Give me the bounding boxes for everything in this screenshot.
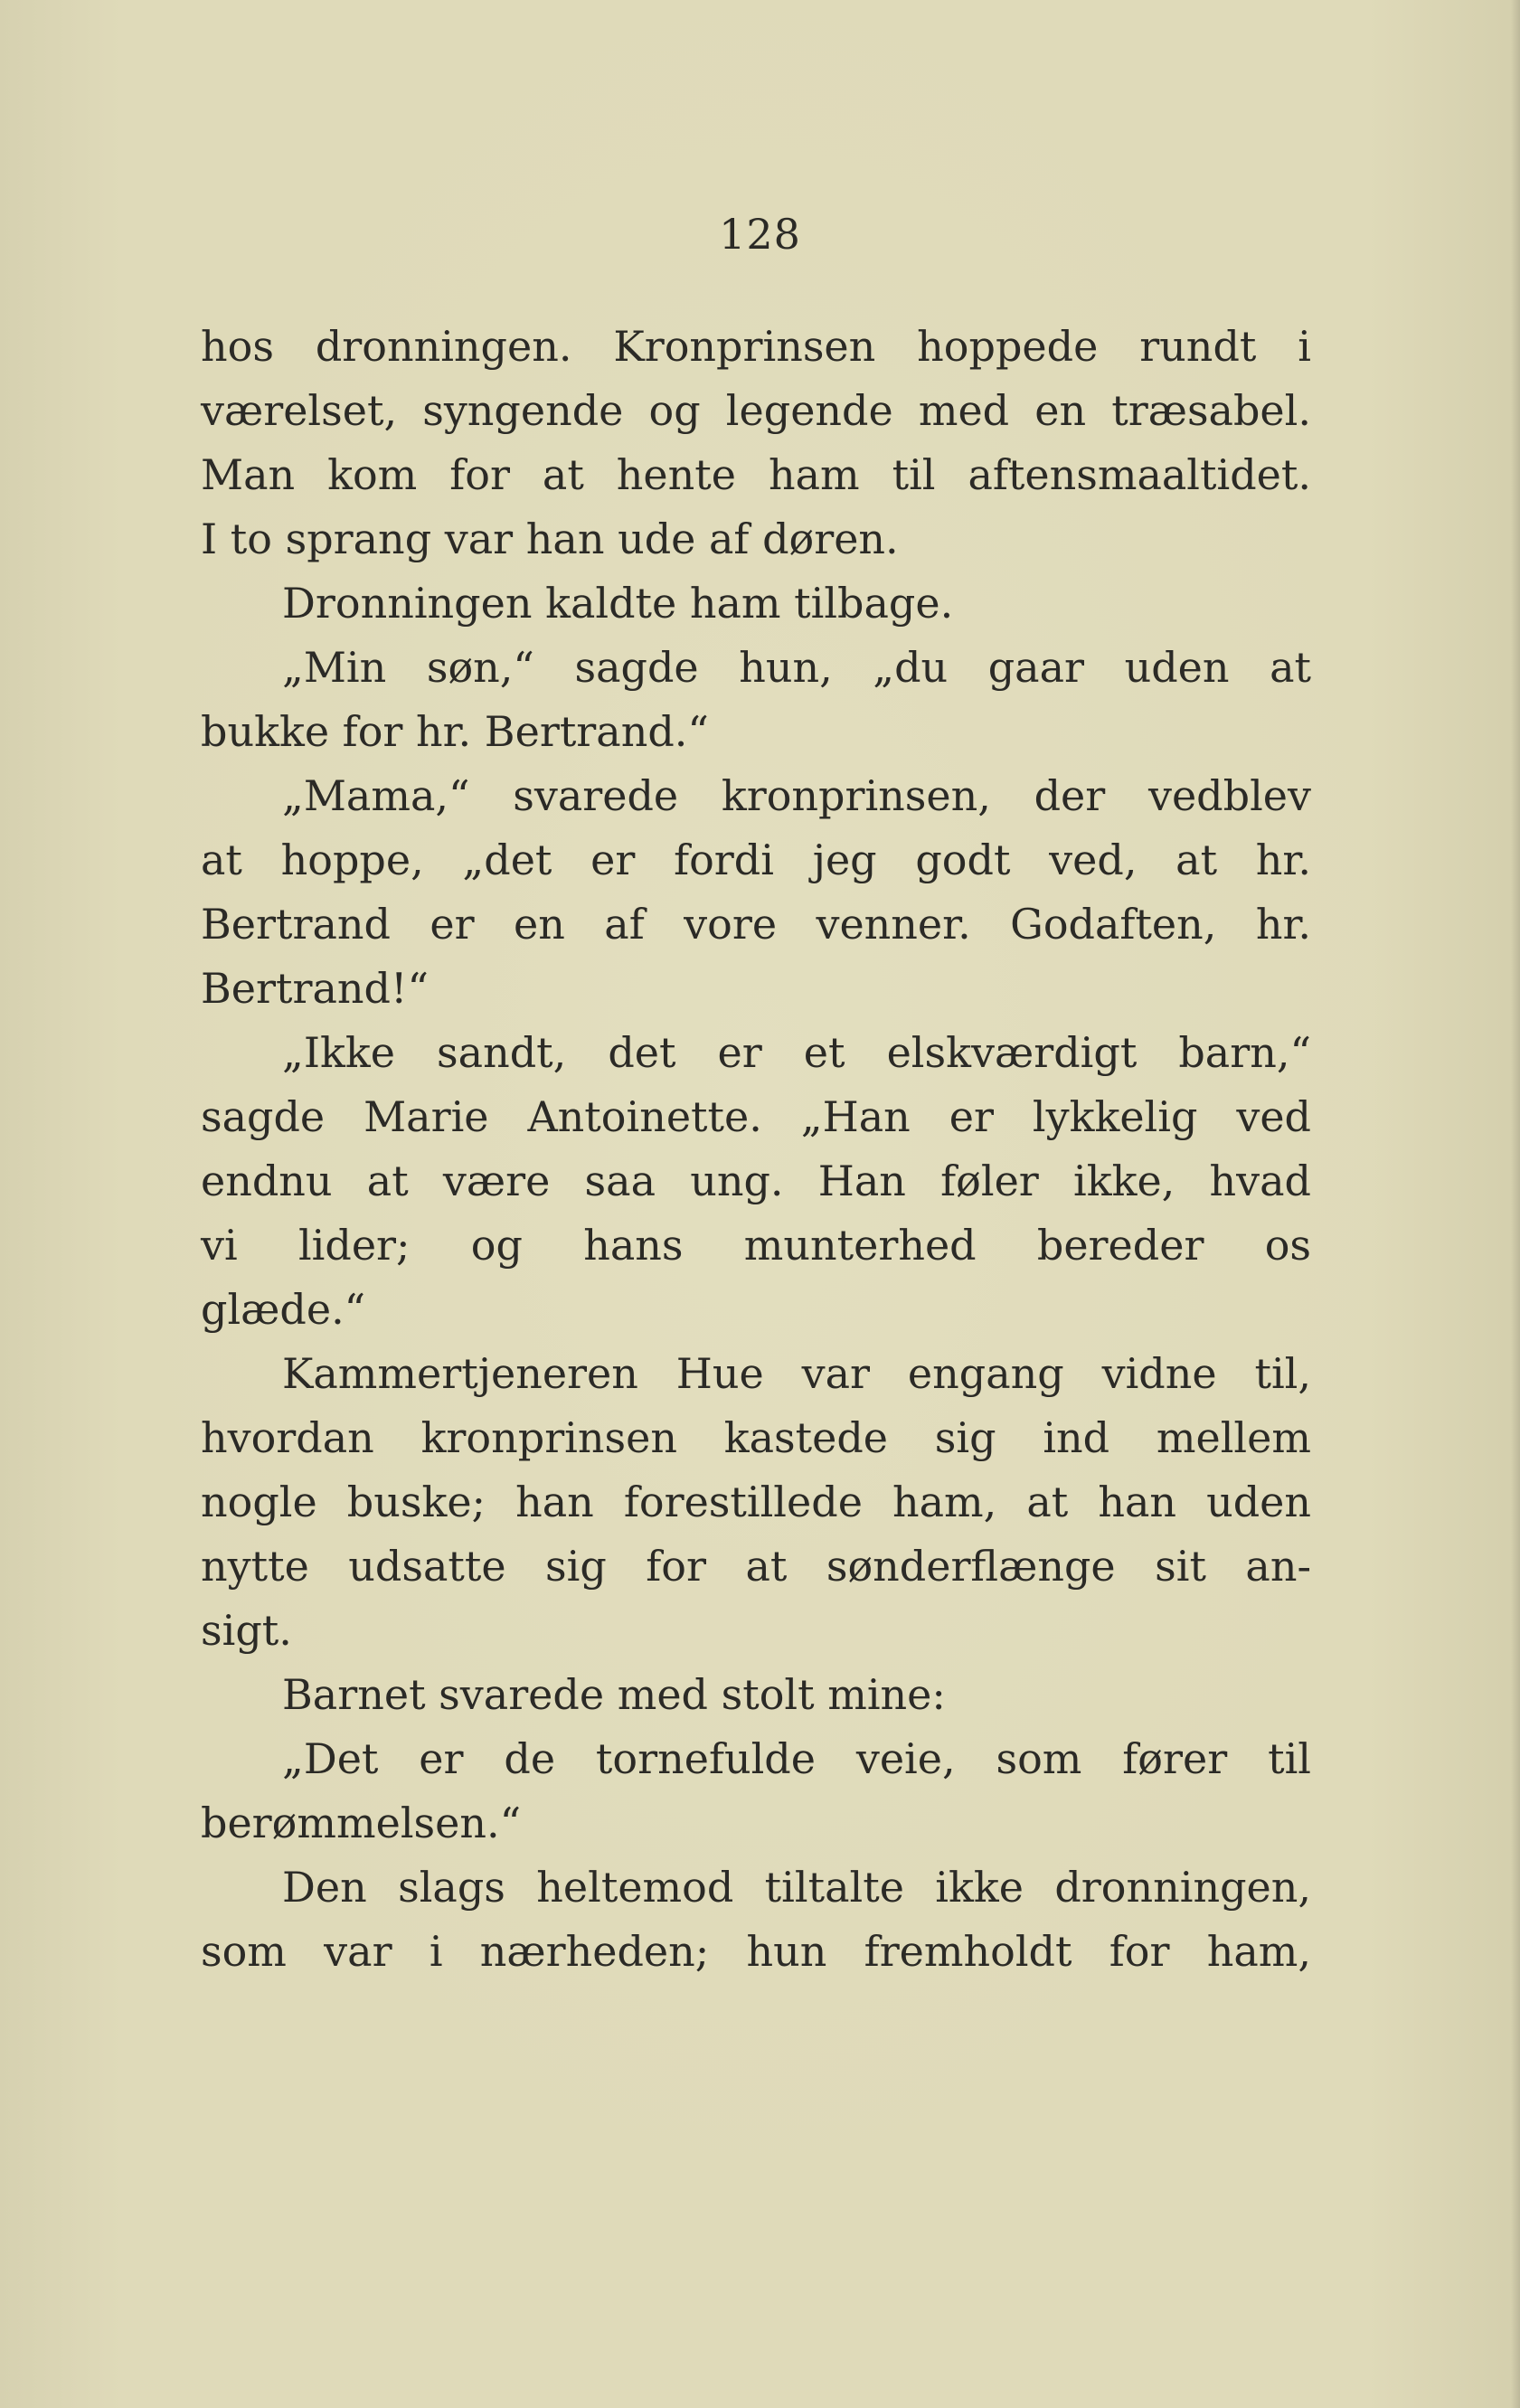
text-line: hos dronningen. Kronprinsen hoppede rundt i	[201, 322, 1311, 371]
text-line: som var i nærheden; hun fremholdt for ham,	[201, 1927, 1311, 1976]
text-line: endnu at være saa ung. Han føler ikke, hvad	[201, 1157, 1311, 1205]
text-line: „Ikke sandt, det er et elskværdigt barn,“	[282, 1028, 1311, 1077]
text-line: Dronningen kaldte ham tilbage.	[282, 579, 954, 628]
text-line: Barnet svarede med stolt mine:	[282, 1670, 946, 1719]
text-line: „Mama,“ svarede kronprinsen, der vedblev	[282, 771, 1311, 820]
text-line: nogle buske; han forestillede ham, at han uden	[201, 1478, 1311, 1526]
text-line: at hoppe, „det er fordi jeg godt ved, at hr.	[201, 836, 1311, 884]
text-line: „Det er de tornefulde veie, som fører til	[282, 1734, 1311, 1783]
page-number: 128	[719, 210, 801, 259]
text-line: Man kom for at hente ham til aftensmaaltidet.	[201, 450, 1311, 499]
text-line: „Min søn,“ sagde hun, „du gaar uden at	[282, 643, 1311, 692]
text-line: Bertrand er en af vore venner. Godaften, hr.	[201, 900, 1311, 949]
text-line: Kammertjeneren Hue var engang vidne til,	[282, 1349, 1311, 1398]
page-edge-shadow	[1511, 0, 1520, 2408]
text-line: glæde.“	[201, 1285, 366, 1334]
text-line: værelset, syngende og legende med en træsabel.	[201, 386, 1311, 435]
text-line: Den slags heltemod tiltalte ikke dronningen,	[282, 1863, 1311, 1912]
text-line: Bertrand!“	[201, 964, 429, 1013]
text-line: bukke for hr. Bertrand.“	[201, 707, 709, 756]
body-text	[201, 315, 1311, 1984]
text-line: vi lider; og hans munterhed bereder os	[201, 1221, 1311, 1270]
text-line: sagde Marie Antoinette. „Han er lykkelig ved	[201, 1092, 1311, 1141]
text-line: hvordan kronprinsen kastede sig ind mellem	[201, 1413, 1311, 1462]
text-line: sigt.	[201, 1606, 292, 1655]
text-line: berømmelsen.“	[201, 1799, 522, 1847]
text-line: I to sprang var han ude af døren.	[201, 515, 899, 563]
text-line: nytte udsatte sig for at sønderflænge sit an-	[201, 1542, 1311, 1591]
